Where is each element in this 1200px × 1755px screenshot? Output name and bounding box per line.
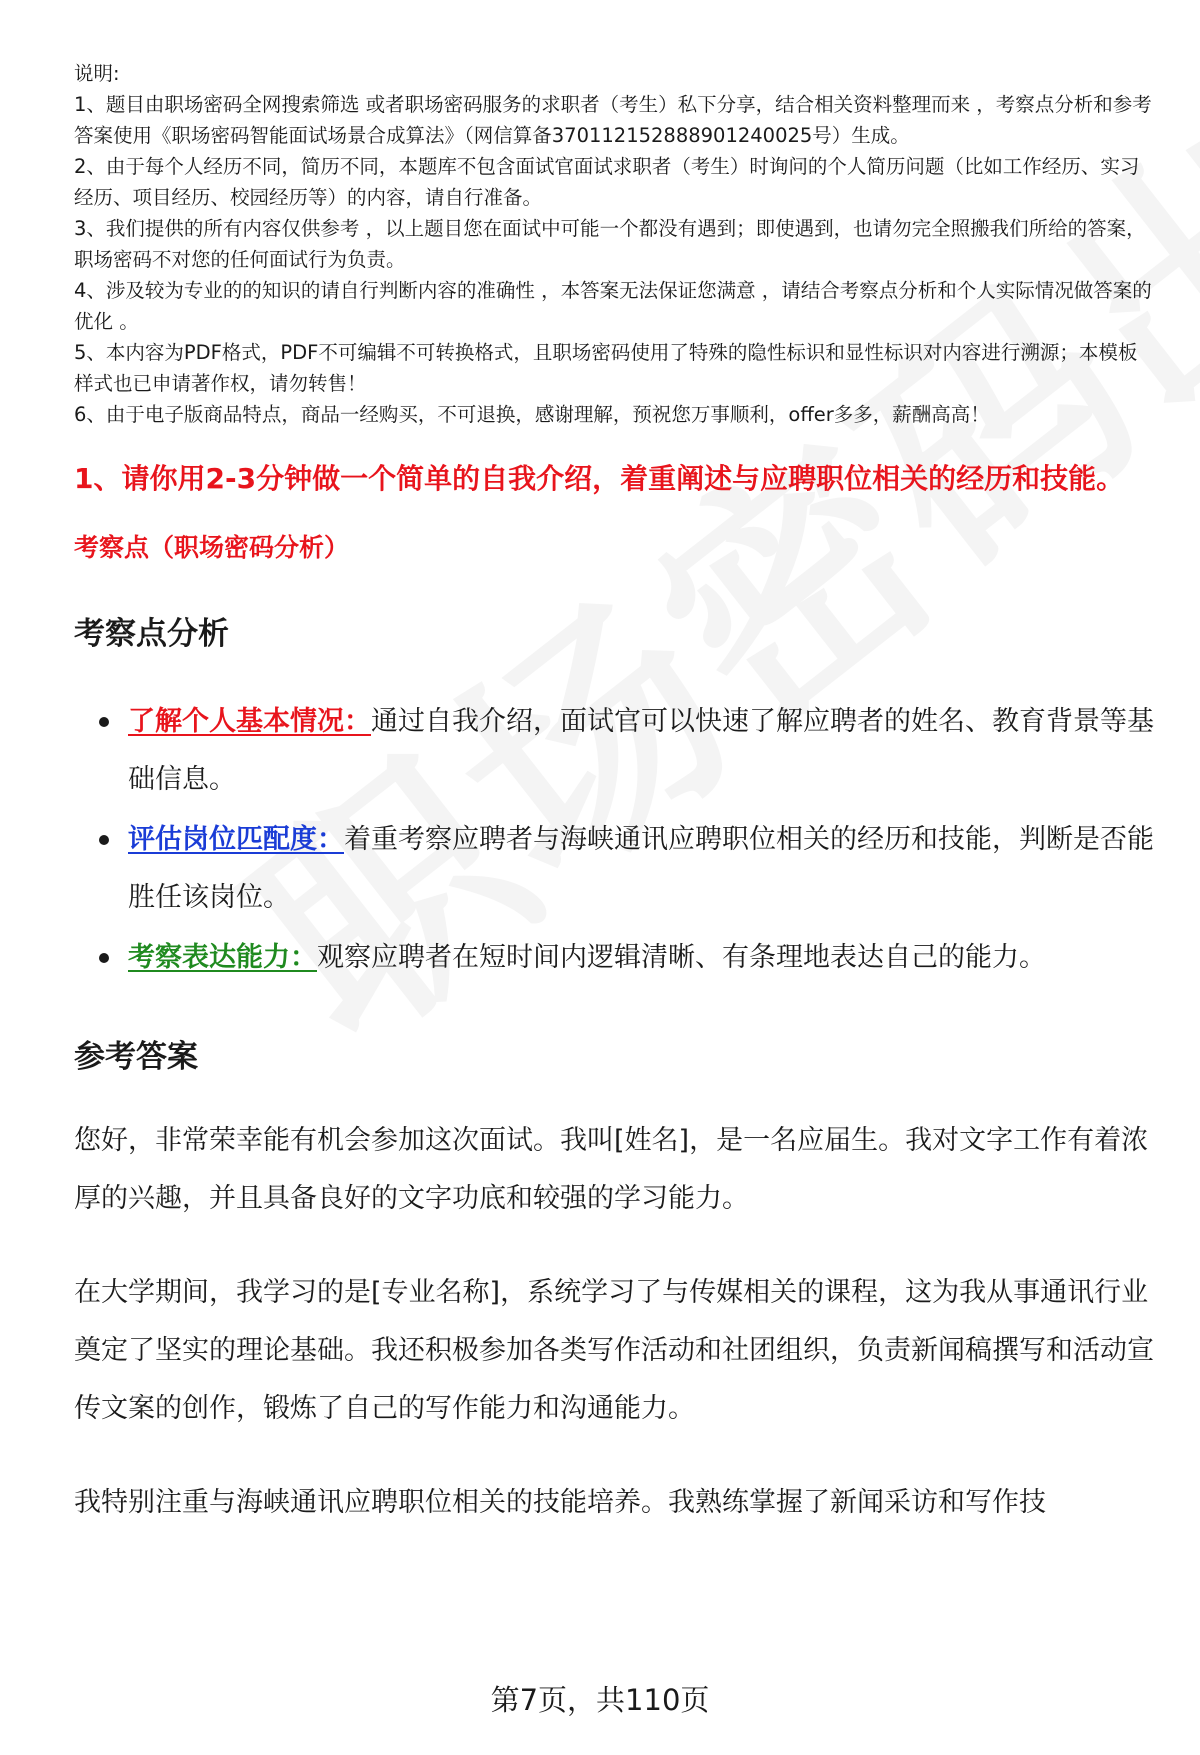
- analysis-points: [74, 693, 1155, 987]
- note-item: 4、涉及较为专业的的知识的请自行判断内容的准确性 ，本答案无法保证您满意 ，请结合考察点分析和个人实际情况做答案的优化 。: [74, 279, 1152, 333]
- question-heading: 1、请你用2-3分钟做一个简单的自我介绍，着重阐述与应聘职位相关的经历和技能。: [74, 462, 1125, 495]
- note-item: 3、我们提供的所有内容仅供参考 ，以上题目您在面试中可能一个都没有遇到；即使遇到，也请勿完全照搬我们所给的答案，职场密码不对您的任何面试行为负责。: [74, 217, 1146, 271]
- analysis-point: [74, 693, 1155, 809]
- point-text: 通过自我介绍，面试官可以快速了解应聘者的姓名、教育背景等基础信息。: [128, 706, 1154, 795]
- answer-paragraph: 在大学期间，我学习的是[专业名称]，系统学习了与传媒相关的课程，这为我从事通讯行业奠定了坚实的理论基础。我还积极参加各类写作活动和社团组织，负责新闻稿撰写和活动宣传文案的创作，锻炼了自己的写作能力和沟通能力。: [74, 1277, 1154, 1424]
- page-number: 第7页，共110页: [490, 1683, 710, 1717]
- note-item: 5、本内容为PDF格式，PDF不可编辑不可转换格式，且职场密码使用了特殊的隐性标识和显性标识对内容进行溯源；本模板样式也已申请著作权，请勿转售！: [74, 341, 1138, 395]
- point-label: 评估岗位匹配度：: [128, 824, 344, 855]
- bullet-icon: [99, 953, 109, 963]
- note-item: 1、题目由职场密码全网搜索筛选 或者职场密码服务的求职者（考生）私下分享，结合相关资料整理而来 ，考察点分析和参考答案使用《职场密码智能面试场景合成算法》（网信算备370112152888901240025号）生成。: [74, 93, 1152, 147]
- point-label: 了解个人基本情况：: [128, 706, 371, 737]
- point-text: 观察应聘者在短时间内逻辑清晰、有条理地表达自己的能力。: [317, 942, 1046, 973]
- analysis-point: [74, 811, 1155, 927]
- notes-title: 说明:: [74, 62, 120, 85]
- answer-paragraph: 您好，非常荣幸能有机会参加这次面试。我叫[姓名]，是一名应届生。我对文字工作有着浓厚的兴趣，并且具备良好的文字功底和较强的学习能力。: [74, 1125, 1149, 1214]
- analysis-point: [74, 929, 1155, 987]
- bullet-icon: [99, 835, 109, 845]
- note-item: 6、由于电子版商品特点，商品一经购买，不可退换，感谢理解，预祝您万事顺利，offer多多，薪酬高高！: [74, 403, 990, 426]
- point-text: 着重考察应聘者与海峡通讯应聘职位相关的经历和技能，判断是否能胜任该岗位。: [128, 824, 1154, 913]
- point-label: 考察表达能力：: [128, 942, 317, 973]
- bullet-icon: [99, 717, 109, 727]
- note-item: 2、由于每个人经历不同，简历不同，本题库不包含面试官面试求职者（考生）时询问的个人简历问题（比如工作经历、实习经历、项目经历、校园经历等）的内容，请自行准备。: [74, 155, 1140, 209]
- analysis-label: 考察点（职场密码分析）: [74, 533, 350, 562]
- analysis-title: 考察点分析: [74, 616, 229, 652]
- notes-block: [74, 58, 1155, 430]
- answer-paragraph: 我特别注重与海峡通讯应聘职位相关的技能培养。我熟练掌握了新闻采访和写作技: [74, 1487, 1046, 1518]
- answer-title: 参考答案: [74, 1039, 198, 1075]
